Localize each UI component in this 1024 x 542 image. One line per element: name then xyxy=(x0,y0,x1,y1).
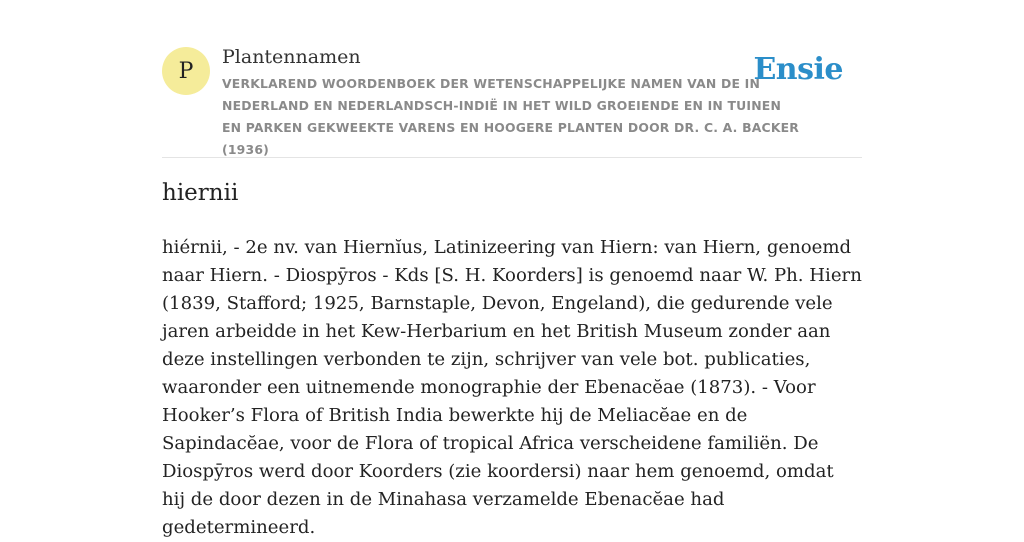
dictionary-header xyxy=(162,0,862,158)
ensie-logo-link[interactable]: Ensie xyxy=(753,52,843,87)
dictionary-avatar[interactable]: P xyxy=(162,47,210,95)
dictionary-title[interactable]: Plantennamen xyxy=(222,46,361,68)
dictionary-subtitle: VERKLAREND WOORDENBOEK DER WETENSCHAPPELIJKE NAMEN VAN DE IN NEDERLAND EN NEDERLANDSCH-INDIË IN HET WILD GROEIENDE EN IN TUINEN EN PARKEN GEKWEEKTE VARENS EN HOOGERE PLANTEN DOOR DR. C. A. BACKER (1936) xyxy=(222,76,800,157)
page-container xyxy=(162,0,862,538)
entry-title: hiernii xyxy=(162,180,239,206)
entry-body: hiérnii, - 2e nv. van Hiernĭus, Latinizeering van Hiern: van Hiern, genoemd naar Hiern. - Diospȳros - Kds [S. H. Koorders] is genoemd naar W. Ph. Hiern (1839, Stafford; 1925, Barnstaple, Devon, Engeland), die gedurende vele jaren arbeidde in het Kew-Herbarium en het British Museum zonder aan deze instellingen verbonden te zijn, schrijver van vele bot. publicaties, waaronder een uitnemende monographie der Ebenacĕae (1873). - Voor Hooker’s Flora of British India bewerkte hij de Meliacĕae en de Sapindacĕae, voor de Flora of tropical Africa verscheidene familiën. De Diospȳros werd door Koorders (zie koordersi) naar hem genoemd, omdat hij de door dezen in de Minahasa verzamelde Ebenacĕae had gedetermineerd. xyxy=(162,237,862,538)
